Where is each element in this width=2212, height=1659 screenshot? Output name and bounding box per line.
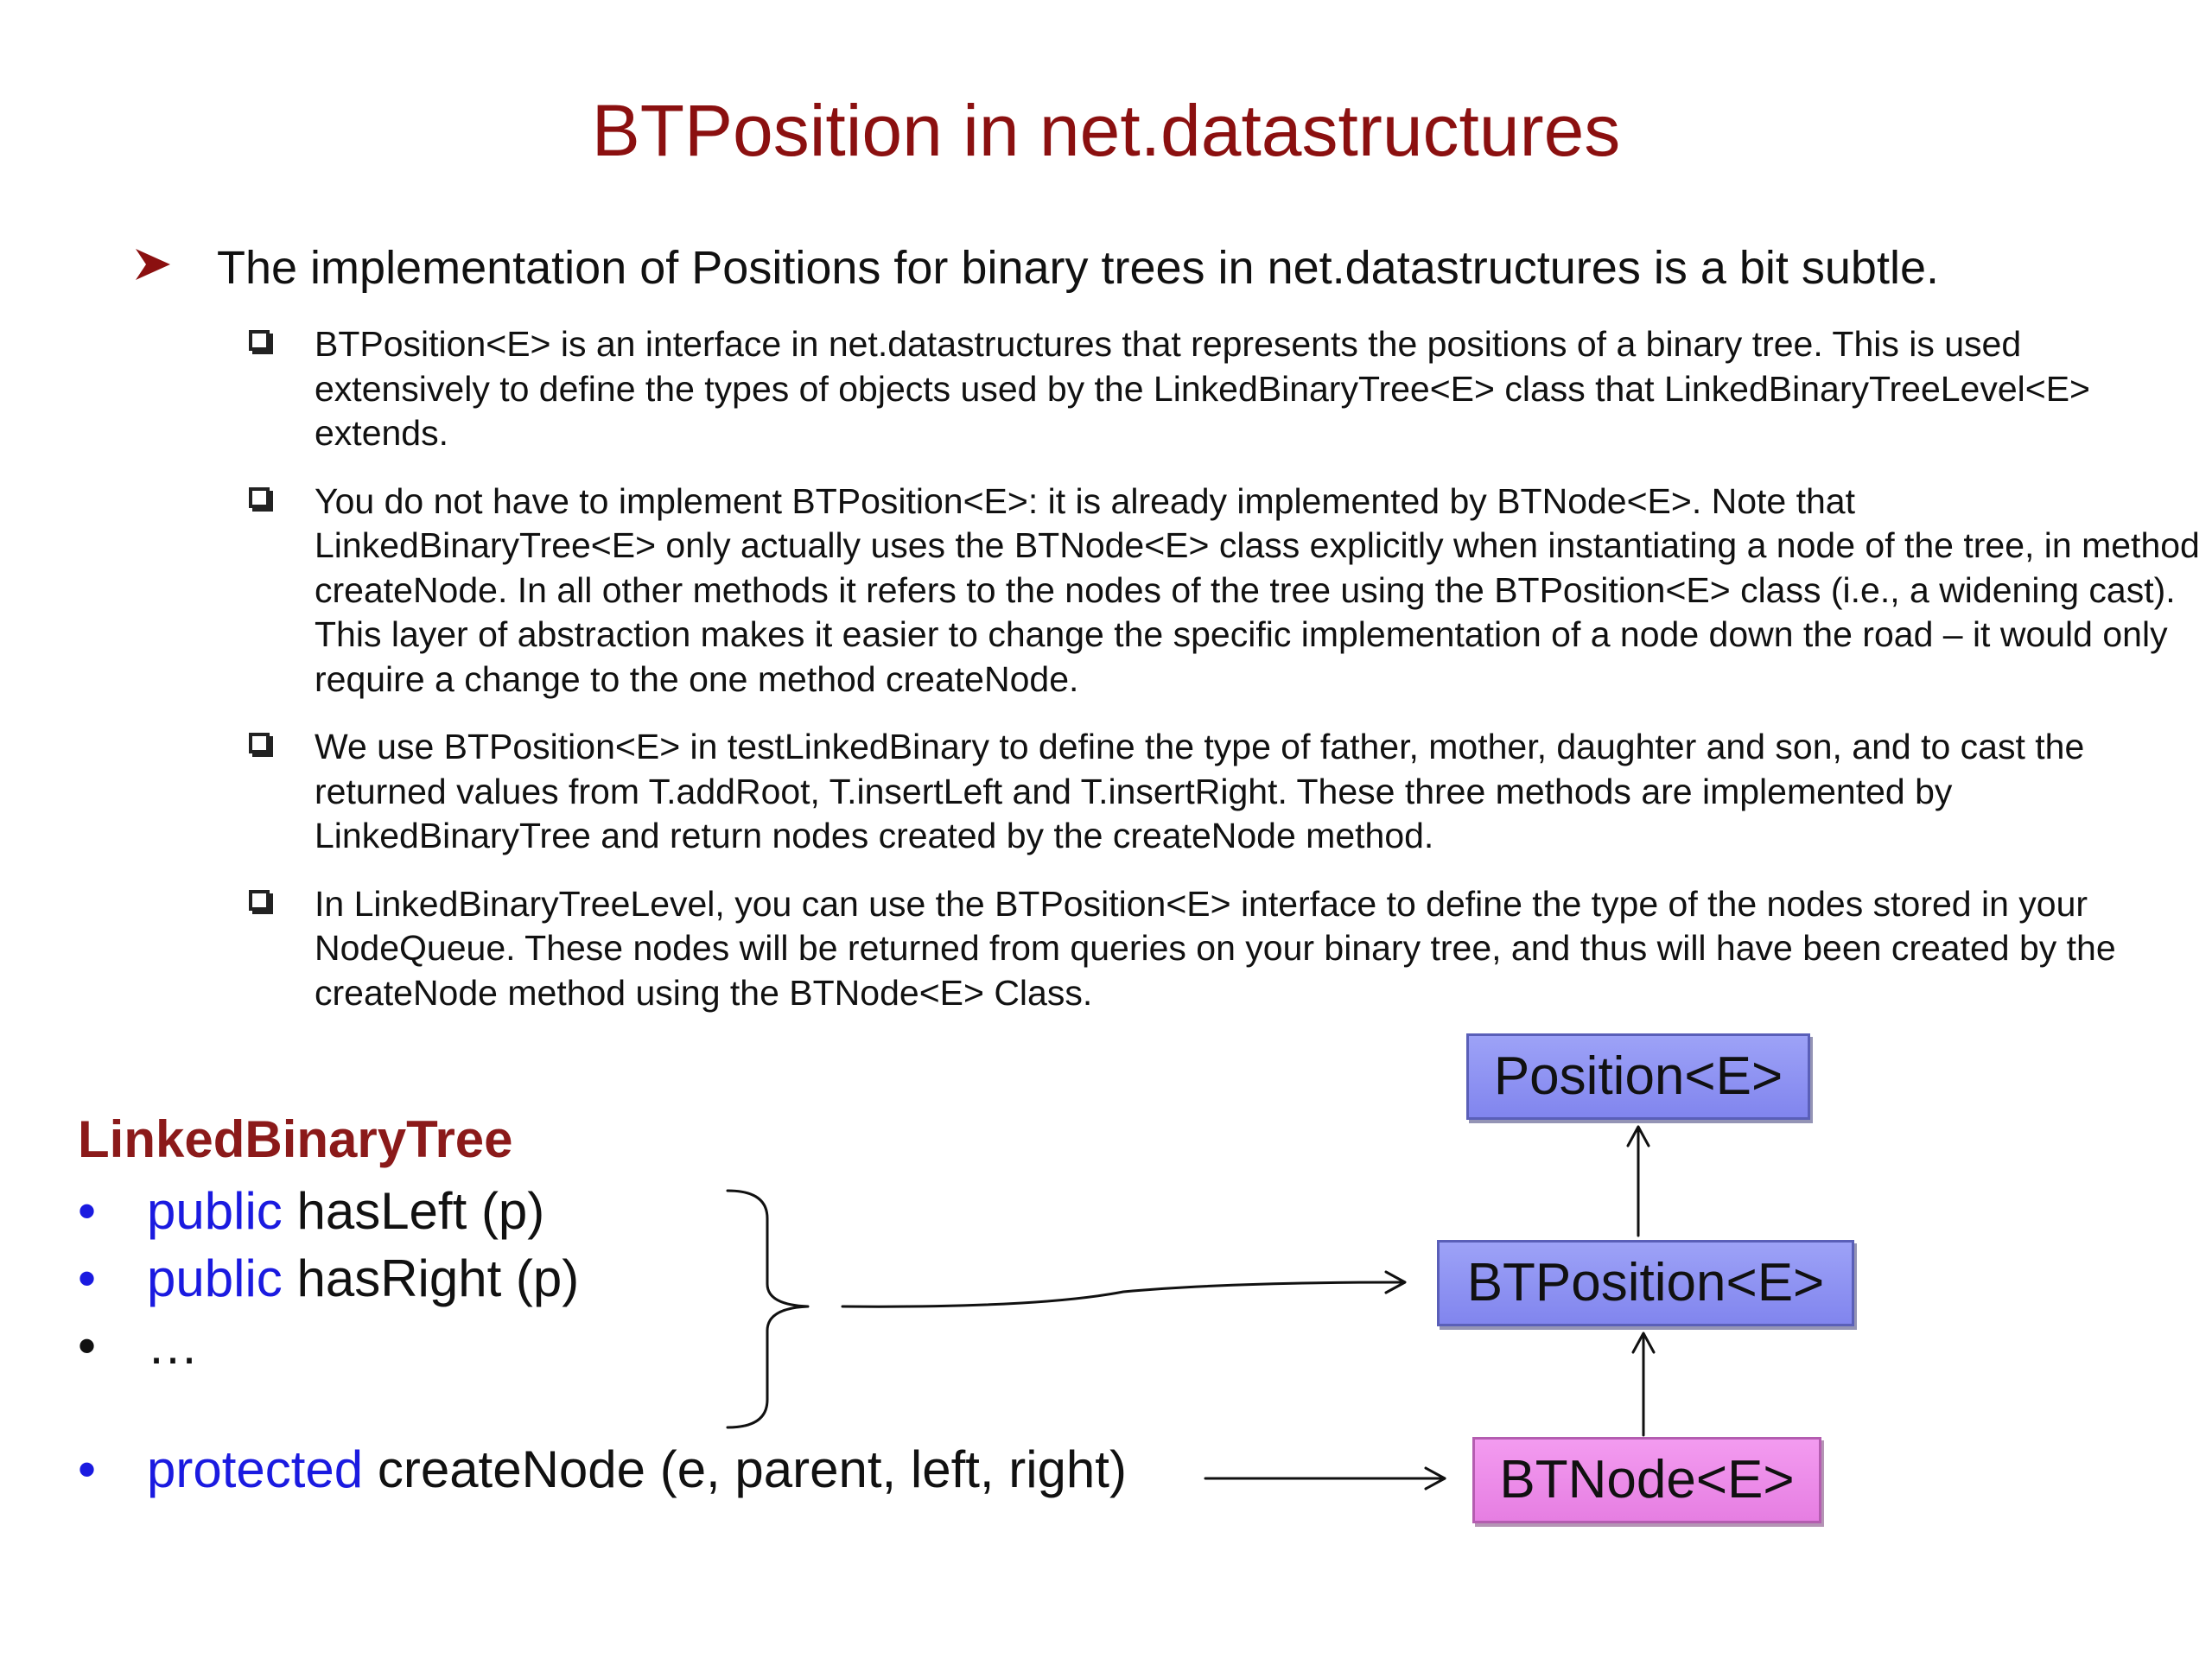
btposition-interface-box: BTPosition<E> — [1437, 1240, 1854, 1326]
arrowhead-bullet-icon — [134, 245, 172, 283]
bullet-dot: • — [78, 1249, 97, 1307]
slide-title: BTPosition in net.datastructures — [591, 90, 1621, 171]
method-row-ellipsis — [78, 1313, 734, 1380]
method-row-create-node — [78, 1436, 1201, 1503]
method-row-has-right — [78, 1245, 734, 1313]
create-node-to-btnode-arrowhead — [1426, 1468, 1445, 1489]
method-modifier: protected — [147, 1440, 364, 1498]
sub-bullet-item — [249, 322, 2202, 456]
brace-to-btposition-arrowhead — [1386, 1272, 1405, 1293]
checkbox-bullet-icon — [249, 487, 270, 508]
linked-binary-tree-block — [78, 1109, 734, 1380]
method-text — [147, 1178, 544, 1245]
sub-bullet-item — [249, 882, 2202, 1016]
bullet-dot: • — [78, 1440, 97, 1498]
sub-bullet-text: In LinkedBinaryTreeLevel, you can use the BTPosition<E> interface to define the type of the nodes stored in your NodeQueue. These nodes will be returned from queries on your binary tree, and thus will have been created by the createNode method using the BTNode<E> Class. — [315, 883, 2116, 1013]
btnode-to-btposition-arrowhead — [1633, 1333, 1654, 1352]
sub-bullet-list — [249, 322, 2202, 1039]
btposition-to-position-arrowhead — [1628, 1127, 1649, 1146]
method-modifier: public — [147, 1182, 283, 1240]
checkbox-bullet-icon — [249, 890, 270, 911]
bullet-dot: • — [78, 1317, 97, 1375]
sub-bullet-text: BTPosition<E> is an interface in net.datastructures that represents the positions of a binary tree. This is used extensively to define the types of objects used by the LinkedBinaryTree<E> class that LinkedBinaryTreeLevel<E> extends. — [315, 324, 2091, 453]
method-signature: … — [147, 1317, 199, 1375]
method-signature: hasLeft (p) — [282, 1182, 545, 1240]
btnode-class-box: BTNode<E> — [1472, 1437, 1821, 1523]
method-modifier: public — [147, 1249, 283, 1307]
method-text — [147, 1313, 199, 1380]
sub-bullet-text: You do not have to implement BTPosition<E>: it is already implemented by BTNode<E>. Note that LinkedBinaryTree<E> only actually uses the BTNode<E> class explicitly when instantiating a node of the tree, in method createNode. In all other methods it refers to the nodes of the tree using the BTPosition<E> class (i.e., a widening cast). This layer of abstraction makes it easier to change the specific implementation of a node down the road – it would only require a change to the one method createNode. — [315, 480, 2200, 699]
method-row-has-left — [78, 1178, 734, 1245]
checkbox-bullet-icon — [249, 733, 270, 753]
method-signature: hasRight (p) — [282, 1249, 580, 1307]
method-text — [147, 1436, 1127, 1503]
position-interface-box: Position<E> — [1466, 1033, 1810, 1120]
method-text — [147, 1245, 579, 1313]
methods-curly-brace — [728, 1191, 808, 1427]
sub-bullet-item — [249, 480, 2202, 702]
sub-bullet-text: We use BTPosition<E> in testLinkedBinary to define the type of father, mother, daughter and son, and to cast the returned values from T.addRoot, T.insertLeft and T.insertRight. These three methods are implemented by LinkedBinaryTree and return nodes created by the createNode method. — [315, 727, 2085, 855]
sub-bullet-item — [249, 725, 2202, 859]
method-signature: createNode (e, parent, left, right) — [363, 1440, 1127, 1498]
brace-to-btposition-arrow — [842, 1282, 1404, 1306]
bullet-dot: • — [78, 1182, 97, 1240]
checkbox-bullet-icon — [249, 330, 270, 351]
class-title: LinkedBinaryTree — [78, 1110, 513, 1168]
main-bullet-text: The implementation of Positions for binary trees in net.datastructures is a bit subtle. — [217, 242, 1939, 294]
